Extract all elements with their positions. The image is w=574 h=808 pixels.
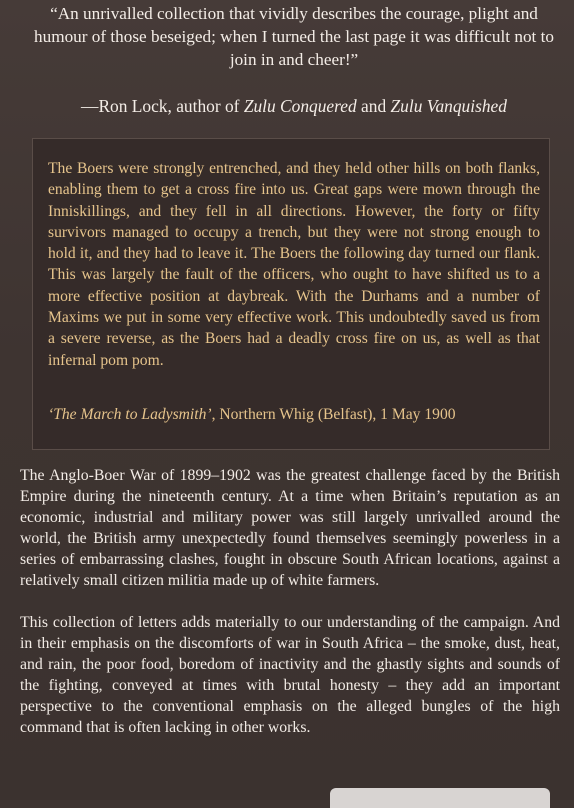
blurb-paragraph-1: The Anglo-Boer War of 1899–1902 was the greatest challenge faced by the British Empire during the nineteenth century. At a time when Britain’s reputation as an economic, industrial and military power was still largely unrivalled around the world, the British army unexpectedly found themselves seemingly powerless in a series of embarrassing clashes, fought in obscure South African locations, against a relatively small citizen militia made up of white farmers. [20,467,560,589]
excerpt-source [48,404,540,425]
blurb-paragraph-2: This collection of letters adds materially to our understanding of the campaign. And in their emphasis on the discomforts of war in South Africa – the smoke, dust, heat, and rain, the poor food, boredom of inactivity and the ghastly sights and sounds of the fighting, conveyed at times with brutal honesty – they add an important perspective to the conventional emphasis on the alleged bungles of the high command that is often lacking in other works. [20,614,560,736]
book-title-1: Zulu Conquered [243,96,357,116]
book-title-2: Zulu Vanquished [390,96,507,116]
attribution-prefix: —Ron Lock, author of [81,96,244,116]
excerpt-text: The Boers were strongly entrenched, and they held other hills on both flanks, enabling them to get a cross fire into us. Great gaps were mown through the Inniskillings, and they fell in all directions. However, the forty or fifty survivors managed to occupy a trench, but they were not strong enough to hold it, and they had to leave it. The Boers the following day turned our flank. This was largely the fault of the officers, who ought to have shifted us to a more effective position at daybreak. With the Durhams and a number of Maxims we put in some very effective work. This undoubtedly saved us from a severe reverse, as the Boers had a deadly cross fire on us, as well as that infernal pom pom. [48,160,540,369]
price-sticker [330,788,550,808]
excerpt-source-details: , Northern Whig (Belfast), 1 May 1900 [211,406,456,423]
excerpt-source-title: ‘The March to Ladysmith’ [48,406,212,423]
endorsement-attribution [24,95,564,118]
attribution-connector: and [356,96,391,116]
endorsement-quote: “An unrivalled collection that vividly describes the courage, plight and humour of those beseiged; when I turned the last page it was difficult not to join in and cheer!” [34,4,554,69]
